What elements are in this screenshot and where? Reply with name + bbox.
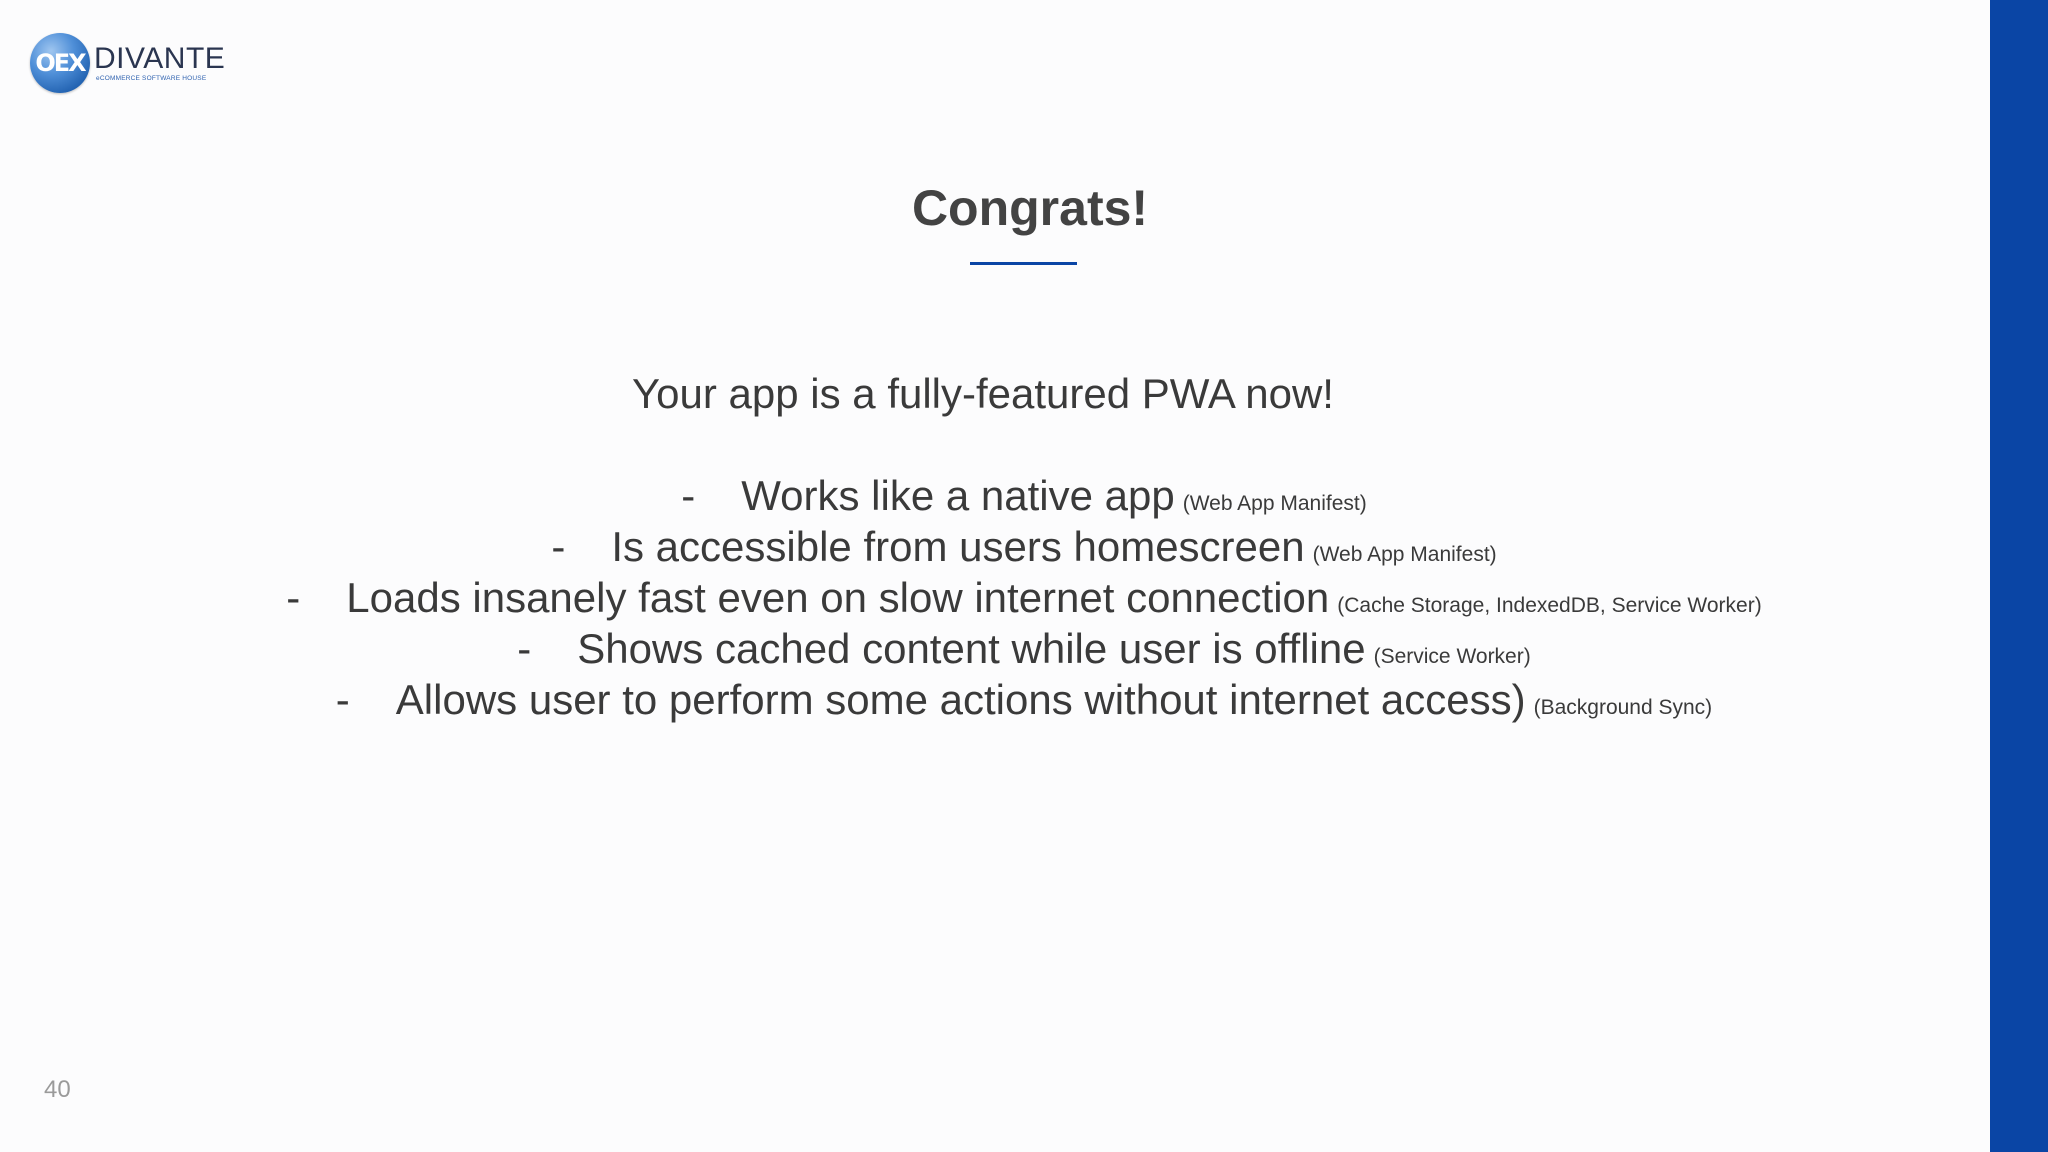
feature-text: Loads insanely fast even on slow internet connection xyxy=(346,574,1330,621)
feature-item xyxy=(0,470,2048,521)
slide-title: Congrats! xyxy=(911,180,1149,236)
feature-note: (Service Worker) xyxy=(1373,645,1531,668)
slide-subtitle: Your app is a fully-featured PWA now! xyxy=(632,370,1334,417)
feature-item xyxy=(0,521,2048,572)
feature-text: Works like a native app xyxy=(741,472,1175,519)
feature-item xyxy=(0,572,2048,623)
feature-item xyxy=(0,623,2048,674)
title-underline xyxy=(970,262,1077,265)
bullet-dash: - xyxy=(551,523,566,570)
feature-note: (Cache Storage, IndexedDB, Service Worker) xyxy=(1337,594,1762,617)
bullet-dash: - xyxy=(335,676,350,723)
feature-text: Shows cached content while user is offline xyxy=(577,625,1366,672)
logo-text xyxy=(94,41,226,83)
logo-tagline: eCOMMERCE SOFTWARE HOUSE xyxy=(96,74,207,82)
logo-name: DIVANTE xyxy=(94,41,226,75)
feature-note: (Web App Manifest) xyxy=(1312,543,1497,566)
logo-badge-icon: OEX xyxy=(30,33,90,93)
divante-logo xyxy=(30,32,225,94)
feature-text: Allows user to perform some actions without internet access) xyxy=(395,676,1526,723)
feature-list xyxy=(0,470,2048,725)
feature-note: (Background Sync) xyxy=(1533,696,1713,719)
bullet-dash: - xyxy=(517,625,532,672)
feature-text: Is accessible from users homescreen xyxy=(611,523,1305,570)
page-number: 40 xyxy=(44,1076,71,1103)
bullet-dash: - xyxy=(681,472,696,519)
brand-side-bar xyxy=(1990,0,2048,1152)
feature-note: (Web App Manifest) xyxy=(1182,492,1367,515)
feature-item xyxy=(0,674,2048,725)
bullet-dash: - xyxy=(286,574,301,621)
